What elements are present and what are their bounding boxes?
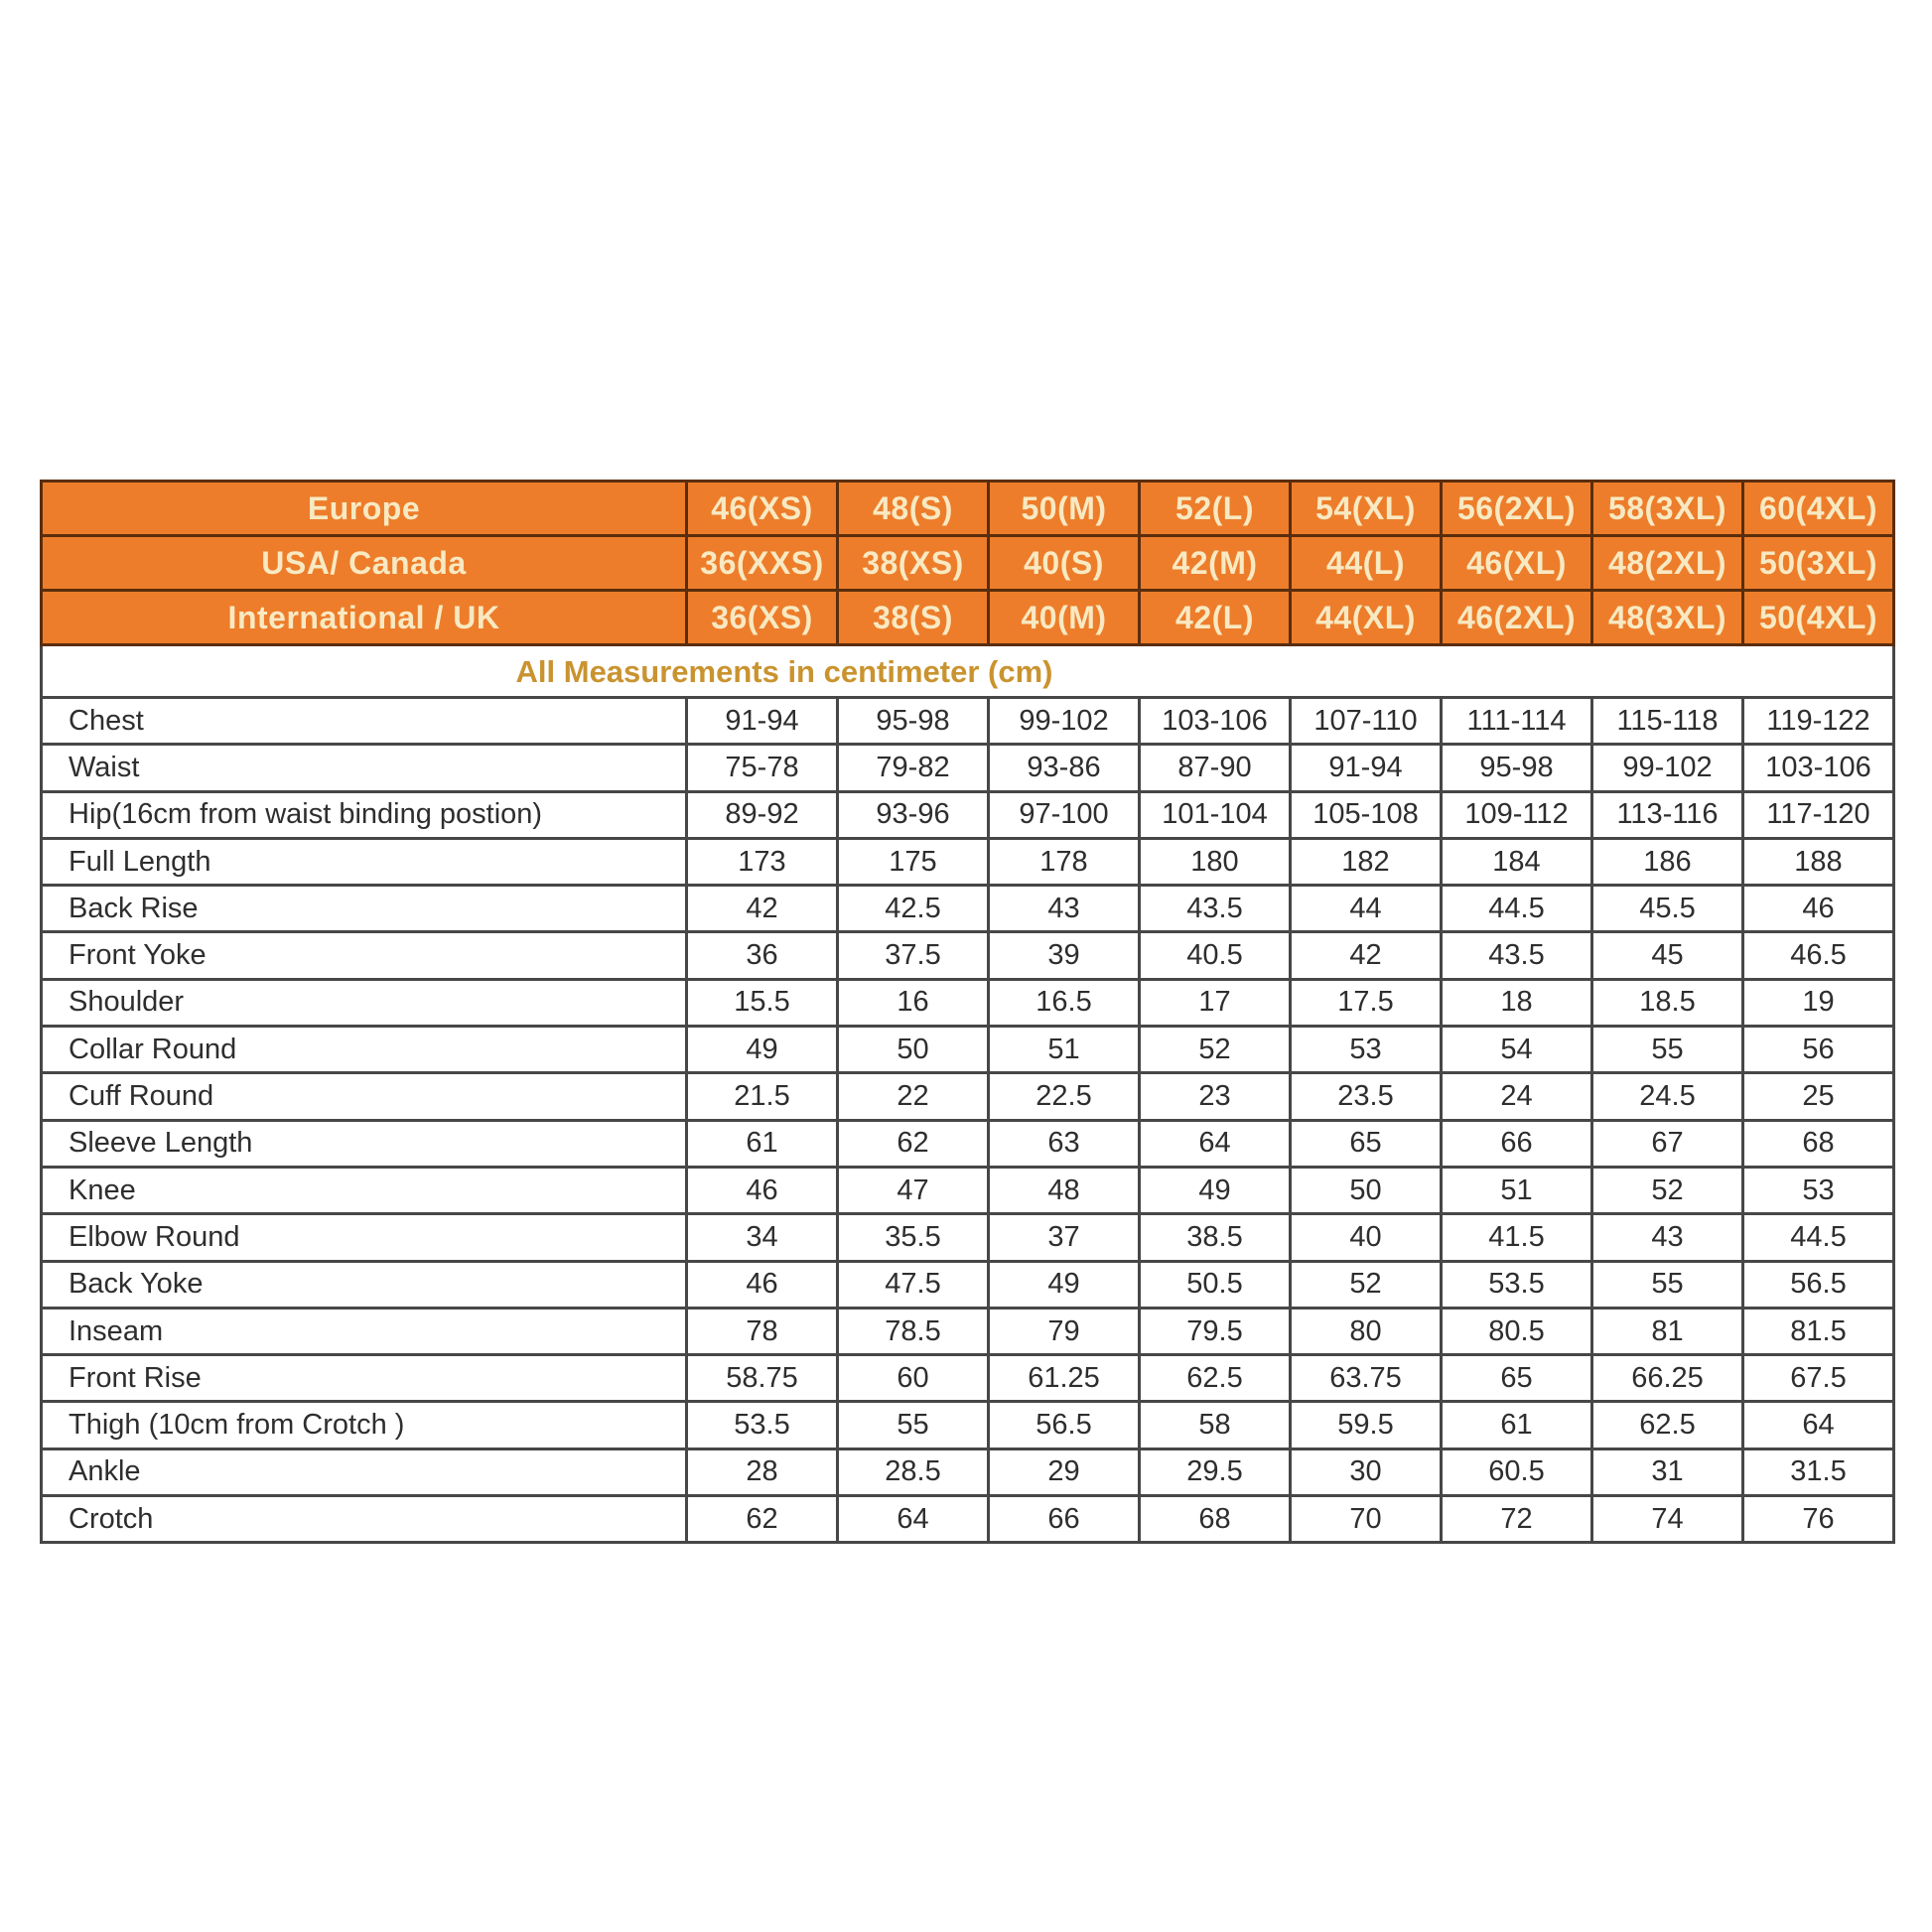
region-label: International / UK <box>42 591 687 645</box>
table-row <box>42 1308 1894 1354</box>
measurement-value: 66 <box>1442 1120 1592 1167</box>
size-cell: 46(2XL) <box>1442 591 1592 645</box>
measurement-value: 79 <box>989 1308 1140 1354</box>
measurement-value: 93-86 <box>989 745 1140 791</box>
measurement-value: 22 <box>838 1073 989 1120</box>
size-cell: 36(XS) <box>687 591 838 645</box>
measurement-value: 35.5 <box>838 1214 989 1261</box>
size-cell: 38(XS) <box>838 536 989 591</box>
measurement-value: 97-100 <box>989 791 1140 838</box>
measurement-value: 67 <box>1592 1120 1743 1167</box>
measurement-value: 44.5 <box>1442 886 1592 932</box>
measurement-value: 101-104 <box>1140 791 1291 838</box>
measurement-value: 61 <box>687 1120 838 1167</box>
measurement-value: 30 <box>1291 1449 1442 1495</box>
measurement-value: 47.5 <box>838 1261 989 1308</box>
measurement-value: 65 <box>1291 1120 1442 1167</box>
measurement-value: 42 <box>687 886 838 932</box>
measurement-value: 29.5 <box>1140 1449 1291 1495</box>
measurement-value: 52 <box>1291 1261 1442 1308</box>
measurement-value: 53.5 <box>1442 1261 1592 1308</box>
table-row <box>42 1402 1894 1449</box>
measurement-value: 22.5 <box>989 1073 1140 1120</box>
measurement-value: 115-118 <box>1592 698 1743 745</box>
measurement-value: 17.5 <box>1291 979 1442 1026</box>
size-cell: 48(2XL) <box>1592 536 1743 591</box>
measurement-value: 70 <box>1291 1496 1442 1543</box>
measurement-value: 79-82 <box>838 745 989 791</box>
measurement-label: Elbow Round <box>42 1214 687 1261</box>
size-cell: 46(XS) <box>687 482 838 536</box>
measurement-value: 16.5 <box>989 979 1140 1026</box>
measurement-value: 64 <box>1140 1120 1291 1167</box>
measurement-value: 65 <box>1442 1355 1592 1402</box>
measurement-label: Chest <box>42 698 687 745</box>
measurement-value: 55 <box>1592 1261 1743 1308</box>
measurement-value: 75-78 <box>687 745 838 791</box>
size-cell: 52(L) <box>1140 482 1291 536</box>
measurement-label: Shoulder <box>42 979 687 1026</box>
measurement-label: Front Rise <box>42 1355 687 1402</box>
size-cell: 42(M) <box>1140 536 1291 591</box>
measurement-value: 61.25 <box>989 1355 1140 1402</box>
table-row <box>42 1073 1894 1120</box>
size-cell: 50(3XL) <box>1743 536 1894 591</box>
measurement-value: 173 <box>687 838 838 885</box>
size-cell: 42(L) <box>1140 591 1291 645</box>
measurement-value: 39 <box>989 932 1140 979</box>
measurement-label: Front Yoke <box>42 932 687 979</box>
table-row <box>42 1355 1894 1402</box>
measurement-label: Thigh (10cm from Crotch ) <box>42 1402 687 1449</box>
measurement-value: 50 <box>1291 1167 1442 1213</box>
measurement-value: 80 <box>1291 1308 1442 1354</box>
measurement-value: 44.5 <box>1743 1214 1894 1261</box>
measurement-value: 62.5 <box>1592 1402 1743 1449</box>
measurement-value: 37 <box>989 1214 1140 1261</box>
region-label: USA/ Canada <box>42 536 687 591</box>
size-header-row <box>42 591 1894 645</box>
table-row <box>42 979 1894 1026</box>
size-cell: 54(XL) <box>1291 482 1442 536</box>
table-row <box>42 1496 1894 1543</box>
measurement-value: 47 <box>838 1167 989 1213</box>
size-cell: 46(XL) <box>1442 536 1592 591</box>
table-row <box>42 1449 1894 1495</box>
measurement-value: 24 <box>1442 1073 1592 1120</box>
measurement-value: 29 <box>989 1449 1140 1495</box>
measurement-value: 49 <box>989 1261 1140 1308</box>
measurement-value: 52 <box>1140 1027 1291 1073</box>
measurement-label: Hip(16cm from waist binding postion) <box>42 791 687 838</box>
measurement-value: 48 <box>989 1167 1140 1213</box>
measurement-value: 15.5 <box>687 979 838 1026</box>
measurement-value: 31 <box>1592 1449 1743 1495</box>
measurement-value: 74 <box>1592 1496 1743 1543</box>
measurement-value: 78.5 <box>838 1308 989 1354</box>
measurement-value: 111-114 <box>1442 698 1592 745</box>
measurement-value: 55 <box>1592 1027 1743 1073</box>
measurement-value: 37.5 <box>838 932 989 979</box>
measurement-value: 178 <box>989 838 1140 885</box>
measurement-label: Waist <box>42 745 687 791</box>
measurement-value: 25 <box>1743 1073 1894 1120</box>
measurement-value: 117-120 <box>1743 791 1894 838</box>
measurement-value: 40 <box>1291 1214 1442 1261</box>
measurement-value: 19 <box>1743 979 1894 1026</box>
measurement-value: 28.5 <box>838 1449 989 1495</box>
measurement-value: 42 <box>1291 932 1442 979</box>
measurement-value: 78 <box>687 1308 838 1354</box>
measurement-value: 45.5 <box>1592 886 1743 932</box>
measurement-value: 50 <box>838 1027 989 1073</box>
measurement-value: 58 <box>1140 1402 1291 1449</box>
measurement-value: 23 <box>1140 1073 1291 1120</box>
measurement-label: Full Length <box>42 838 687 885</box>
measurement-value: 184 <box>1442 838 1592 885</box>
table-row <box>42 932 1894 979</box>
measurement-value: 45 <box>1592 932 1743 979</box>
measurement-value: 89-92 <box>687 791 838 838</box>
table-row <box>42 1167 1894 1213</box>
size-cell: 36(XXS) <box>687 536 838 591</box>
size-cell: 58(3XL) <box>1592 482 1743 536</box>
size-cell: 50(M) <box>989 482 1140 536</box>
measurement-value: 62 <box>687 1496 838 1543</box>
measurement-label: Crotch <box>42 1496 687 1543</box>
measurement-value: 38.5 <box>1140 1214 1291 1261</box>
measurement-value: 56.5 <box>989 1402 1140 1449</box>
measurement-value: 66.25 <box>1592 1355 1743 1402</box>
measurement-value: 43.5 <box>1442 932 1592 979</box>
size-cell: 48(3XL) <box>1592 591 1743 645</box>
measurement-value: 46 <box>1743 886 1894 932</box>
measurement-value: 186 <box>1592 838 1743 885</box>
measurement-value: 49 <box>1140 1167 1291 1213</box>
measurement-label: Knee <box>42 1167 687 1213</box>
measurement-value: 34 <box>687 1214 838 1261</box>
measurement-value: 103-106 <box>1140 698 1291 745</box>
measurement-value: 95-98 <box>1442 745 1592 791</box>
measurement-value: 180 <box>1140 838 1291 885</box>
size-cell: 44(L) <box>1291 536 1442 591</box>
size-cell: 50(4XL) <box>1743 591 1894 645</box>
measurement-value: 53 <box>1743 1167 1894 1213</box>
measurement-value: 64 <box>1743 1402 1894 1449</box>
table-row <box>42 886 1894 932</box>
table-row <box>42 791 1894 838</box>
size-cell: 48(S) <box>838 482 989 536</box>
measurement-value: 95-98 <box>838 698 989 745</box>
measurement-value: 62 <box>838 1120 989 1167</box>
measurement-value: 93-96 <box>838 791 989 838</box>
measurement-value: 46.5 <box>1743 932 1894 979</box>
size-chart-table <box>40 480 1895 1544</box>
size-header-row <box>42 536 1894 591</box>
measurement-label: Cuff Round <box>42 1073 687 1120</box>
measurement-value: 64 <box>838 1496 989 1543</box>
measurement-unit-note: All Measurements in centimeter (cm) <box>42 645 1894 698</box>
size-cell: 56(2XL) <box>1442 482 1592 536</box>
table-row <box>42 1261 1894 1308</box>
measurement-value: 28 <box>687 1449 838 1495</box>
measurement-value: 55 <box>838 1402 989 1449</box>
measurement-value: 46 <box>687 1261 838 1308</box>
measurement-value: 43 <box>989 886 1140 932</box>
measurement-value: 16 <box>838 979 989 1026</box>
measurement-value: 43.5 <box>1140 886 1291 932</box>
measurement-value: 87-90 <box>1140 745 1291 791</box>
measurement-value: 18.5 <box>1592 979 1743 1026</box>
region-label: Europe <box>42 482 687 536</box>
measurement-value: 46 <box>687 1167 838 1213</box>
measurement-label: Back Rise <box>42 886 687 932</box>
measurement-value: 53.5 <box>687 1402 838 1449</box>
measurement-value: 61 <box>1442 1402 1592 1449</box>
measurement-value: 24.5 <box>1592 1073 1743 1120</box>
measurement-value: 23.5 <box>1291 1073 1442 1120</box>
measurement-value: 68 <box>1140 1496 1291 1543</box>
measurement-value: 56.5 <box>1743 1261 1894 1308</box>
measurement-value: 91-94 <box>1291 745 1442 791</box>
measurement-value: 68 <box>1743 1120 1894 1167</box>
measurement-value: 66 <box>989 1496 1140 1543</box>
measurement-value: 43 <box>1592 1214 1743 1261</box>
measurement-value: 56 <box>1743 1027 1894 1073</box>
measurement-value: 72 <box>1442 1496 1592 1543</box>
measurement-value: 42.5 <box>838 886 989 932</box>
measurement-value: 113-116 <box>1592 791 1743 838</box>
size-chart-header <box>42 482 1894 645</box>
measurement-label: Back Yoke <box>42 1261 687 1308</box>
measurement-value: 119-122 <box>1743 698 1894 745</box>
size-header-row <box>42 482 1894 536</box>
measurement-value: 60.5 <box>1442 1449 1592 1495</box>
measurement-label: Inseam <box>42 1308 687 1354</box>
measurement-value: 182 <box>1291 838 1442 885</box>
measurement-value: 105-108 <box>1291 791 1442 838</box>
size-chart-container <box>40 480 1892 1544</box>
measurement-value: 41.5 <box>1442 1214 1592 1261</box>
measurement-value: 103-106 <box>1743 745 1894 791</box>
measurement-value: 81.5 <box>1743 1308 1894 1354</box>
measurement-note-row <box>42 645 1894 698</box>
table-row <box>42 745 1894 791</box>
size-cell: 44(XL) <box>1291 591 1442 645</box>
measurement-value: 188 <box>1743 838 1894 885</box>
measurement-value: 49 <box>687 1027 838 1073</box>
size-cell: 60(4XL) <box>1743 482 1894 536</box>
measurement-value: 54 <box>1442 1027 1592 1073</box>
measurement-value: 53 <box>1291 1027 1442 1073</box>
measurement-value: 107-110 <box>1291 698 1442 745</box>
measurement-value: 79.5 <box>1140 1308 1291 1354</box>
measurement-value: 99-102 <box>1592 745 1743 791</box>
measurement-value: 63 <box>989 1120 1140 1167</box>
measurement-value: 44 <box>1291 886 1442 932</box>
measurement-value: 62.5 <box>1140 1355 1291 1402</box>
size-cell: 40(S) <box>989 536 1140 591</box>
measurement-value: 63.75 <box>1291 1355 1442 1402</box>
measurement-value: 81 <box>1592 1308 1743 1354</box>
measurement-value: 99-102 <box>989 698 1140 745</box>
measurement-value: 18 <box>1442 979 1592 1026</box>
measurement-value: 67.5 <box>1743 1355 1894 1402</box>
measurement-value: 17 <box>1140 979 1291 1026</box>
measurement-value: 58.75 <box>687 1355 838 1402</box>
measurement-value: 91-94 <box>687 698 838 745</box>
measurement-value: 36 <box>687 932 838 979</box>
measurement-value: 175 <box>838 838 989 885</box>
measurement-value: 31.5 <box>1743 1449 1894 1495</box>
table-row <box>42 698 1894 745</box>
measurement-value: 109-112 <box>1442 791 1592 838</box>
size-cell: 40(M) <box>989 591 1140 645</box>
measurement-value: 59.5 <box>1291 1402 1442 1449</box>
measurement-value: 50.5 <box>1140 1261 1291 1308</box>
measurement-value: 52 <box>1592 1167 1743 1213</box>
measurement-label: Sleeve Length <box>42 1120 687 1167</box>
table-row <box>42 1027 1894 1073</box>
measurement-label: Collar Round <box>42 1027 687 1073</box>
measurement-value: 40.5 <box>1140 932 1291 979</box>
measurement-value: 51 <box>989 1027 1140 1073</box>
measurement-value: 76 <box>1743 1496 1894 1543</box>
table-row <box>42 1214 1894 1261</box>
table-row <box>42 838 1894 885</box>
measurement-value: 80.5 <box>1442 1308 1592 1354</box>
measurement-value: 21.5 <box>687 1073 838 1120</box>
measurement-value: 60 <box>838 1355 989 1402</box>
size-chart-body <box>42 645 1894 1543</box>
table-row <box>42 1120 1894 1167</box>
size-cell: 38(S) <box>838 591 989 645</box>
measurement-label: Ankle <box>42 1449 687 1495</box>
measurement-value: 51 <box>1442 1167 1592 1213</box>
